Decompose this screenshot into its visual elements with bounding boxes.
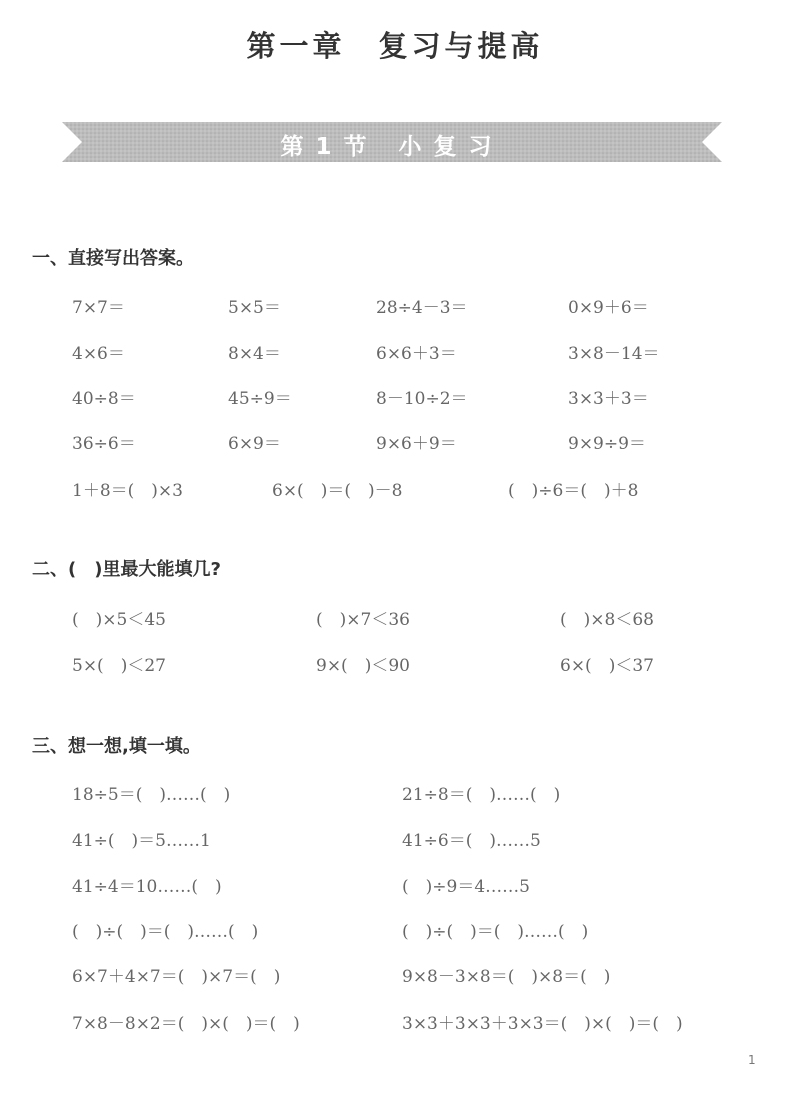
problem: ( )÷( )＝( )……( ) <box>72 922 259 942</box>
problem: 6×6＋3＝ <box>376 344 457 364</box>
problem: 7×7＝ <box>72 298 125 318</box>
problem: 1＋8＝( )×3 <box>72 481 183 501</box>
problem: 36÷6＝ <box>72 434 136 454</box>
problem: 21÷8＝( )……( ) <box>402 785 561 805</box>
section-heading-3: 三、想一想,填一填。 <box>32 736 201 757</box>
section-heading-2: 二、( )里最大能填几? <box>32 559 221 580</box>
section-heading-1: 一、直接写出答案。 <box>32 248 194 269</box>
problem: ( )×5＜45 <box>72 610 166 630</box>
problem: 0×9＋6＝ <box>568 298 649 318</box>
problem: 9×( )＜90 <box>316 656 410 676</box>
problem: 45÷9＝ <box>228 389 292 409</box>
problem: 8－10÷2＝ <box>376 389 468 409</box>
problem: 3×3＋3＝ <box>568 389 649 409</box>
problem: 6×9＝ <box>228 434 281 454</box>
page-number: 1 <box>748 1053 756 1067</box>
problem: ( )×8＜68 <box>560 610 654 630</box>
section-banner <box>62 120 722 164</box>
problem: 7×8－8×2＝( )×( )＝( ) <box>72 1014 300 1034</box>
chapter-title: 第一章 复习与提高 <box>246 29 544 63</box>
problem: 6×( )＜37 <box>560 656 654 676</box>
problem: 3×3＋3×3＋3×3＝( )×( )＝( ) <box>402 1014 683 1034</box>
problem: 18÷5＝( )……( ) <box>72 785 231 805</box>
problem: 4×6＝ <box>72 344 125 364</box>
problem: 9×8－3×8＝( )×8＝( ) <box>402 967 611 987</box>
section-banner-title: 第1节 小复习 <box>280 134 504 160</box>
problem: 28÷4－3＝ <box>376 298 468 318</box>
problem: 9×6＋9＝ <box>376 434 457 454</box>
problem: 41÷( )＝5……1 <box>72 831 211 851</box>
problem: ( )÷( )＝( )……( ) <box>402 922 589 942</box>
problem: 5×5＝ <box>228 298 281 318</box>
problem: 8×4＝ <box>228 344 281 364</box>
problem: 3×8－14＝ <box>568 344 660 364</box>
problem: ( )÷9＝4……5 <box>402 877 530 897</box>
problem: 41÷6＝( )……5 <box>402 831 541 851</box>
problem: 40÷8＝ <box>72 389 136 409</box>
problem: 41÷4＝10……( ) <box>72 877 222 897</box>
problem: ( )÷6＝( )＋8 <box>508 481 639 501</box>
problem: 9×9÷9＝ <box>568 434 646 454</box>
problem: ( )×7＜36 <box>316 610 410 630</box>
problem: 5×( )＜27 <box>72 656 166 676</box>
problem: 6×( )＝( )－8 <box>272 481 403 501</box>
problem: 6×7＋4×7＝( )×7＝( ) <box>72 967 281 987</box>
